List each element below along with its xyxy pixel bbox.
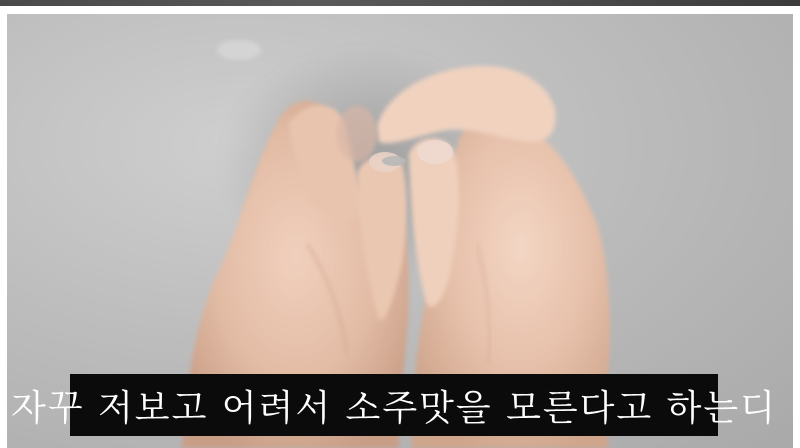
frame-separator: [0, 6, 800, 14]
subtitle-text: 자꾸 저보고 어려서 소주맛을 모른다고 하는디: [11, 387, 777, 429]
subtitle-box: [11, 374, 777, 436]
